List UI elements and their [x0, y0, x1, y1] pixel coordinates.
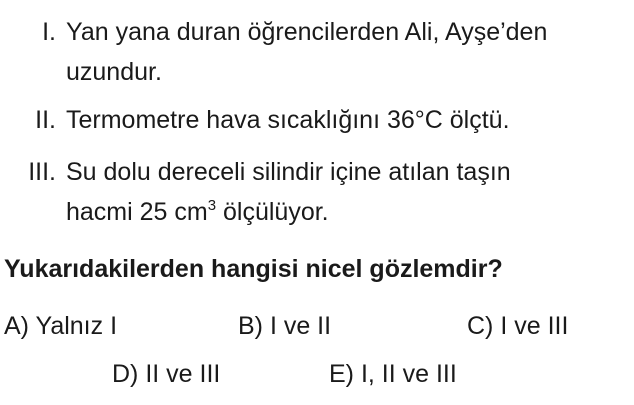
statement-2-line-1: Termometre hava sıcaklığını 36°C ölçtü. [66, 106, 510, 134]
option-b[interactable]: B) I ve II [238, 312, 332, 340]
statement-1-line-2: uzundur. [66, 58, 162, 86]
option-d[interactable]: D) II ve III [112, 360, 221, 388]
option-a[interactable]: A) Yalnız I [4, 312, 118, 340]
statement-2 [0, 100, 634, 140]
statement-1 [0, 12, 634, 92]
statement-2-numeral: II. [35, 106, 56, 134]
statement-3 [0, 152, 634, 232]
statement-3-numeral: III. [28, 158, 56, 186]
option-e[interactable]: E) I, II ve III [329, 360, 457, 388]
statement-3-line-2-tail: ölçülüyor. [216, 198, 329, 226]
question-prompt: Yukarıdakilerden hangisi nicel gözlemdir? [4, 255, 503, 283]
superscript-exponent: 3 [207, 197, 217, 214]
statement-1-numeral: I. [42, 18, 56, 46]
statement-3-line-1: Su dolu dereceli silindir içine atılan taşın [66, 158, 511, 186]
statement-3-line-2 [66, 192, 329, 232]
option-c[interactable]: C) I ve III [467, 312, 569, 340]
statement-1-line-1: Yan yana duran öğrencilerden Ali, Ayşe’den [66, 18, 548, 46]
statement-3-line-2-text: hacmi 25 cm [66, 198, 208, 226]
